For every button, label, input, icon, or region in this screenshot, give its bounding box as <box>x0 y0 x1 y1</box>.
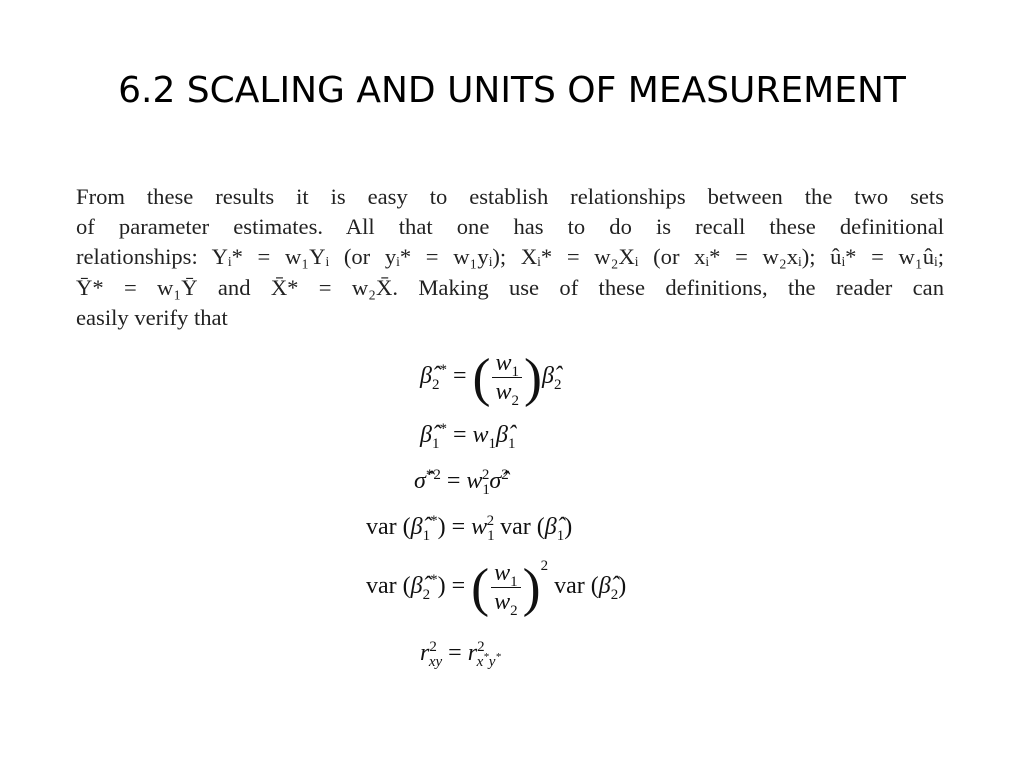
equation-6-2-19-body: var $(\betâ_2^*)$ = ( $\frac{w_1}{w_2}$ )$^2$ var $(\betâ_2)$ <box>366 557 627 619</box>
equation-6-2-17-body: σ̂$^{*2}$ = $w_1^2\sigmâ^2$ <box>414 467 509 498</box>
paragraph-line-3: relationships: Yᵢ* = w₁Yᵢ (or yᵢ* = w₁yᵢ); Xᵢ* = w₂Xᵢ (or xᵢ* = w₂xᵢ); ûᵢ* = w₁ûᵢ; <box>76 244 944 270</box>
paragraph-line-5: easily verify that <box>76 304 228 330</box>
equation-6-2-15-body: $\betâ_2^*$ = ( $\frac{w_1}{w_2}$ )$\betâ_2$ <box>420 347 562 409</box>
body-paragraph <box>76 182 944 333</box>
equation-6-2-20-body: $r^2_{xy} = r^2_{x^*y^*}$ <box>420 639 501 670</box>
equation-6-2-18-body: var $(\betâ_1^*) = w_1^2$ var $(\betâ_1)$ <box>366 513 573 544</box>
slide-title: 6.2 SCALING AND UNITS OF MEASUREMENT <box>118 70 906 111</box>
equation-6-2-16-body: $\betâ_1^*$ = $w_1\betâ_1$ <box>420 421 516 452</box>
paragraph-line-4: Ȳ* = w₁Ȳ and X̄* = w₂X̄. Making use of these definitions, the reader can <box>76 274 944 300</box>
paragraph-line-2: of parameter estimates. All that one has to do is recall these definitional <box>76 214 944 240</box>
paragraph-line-1: From these results it is easy to establish relationships between the two sets <box>76 184 944 209</box>
